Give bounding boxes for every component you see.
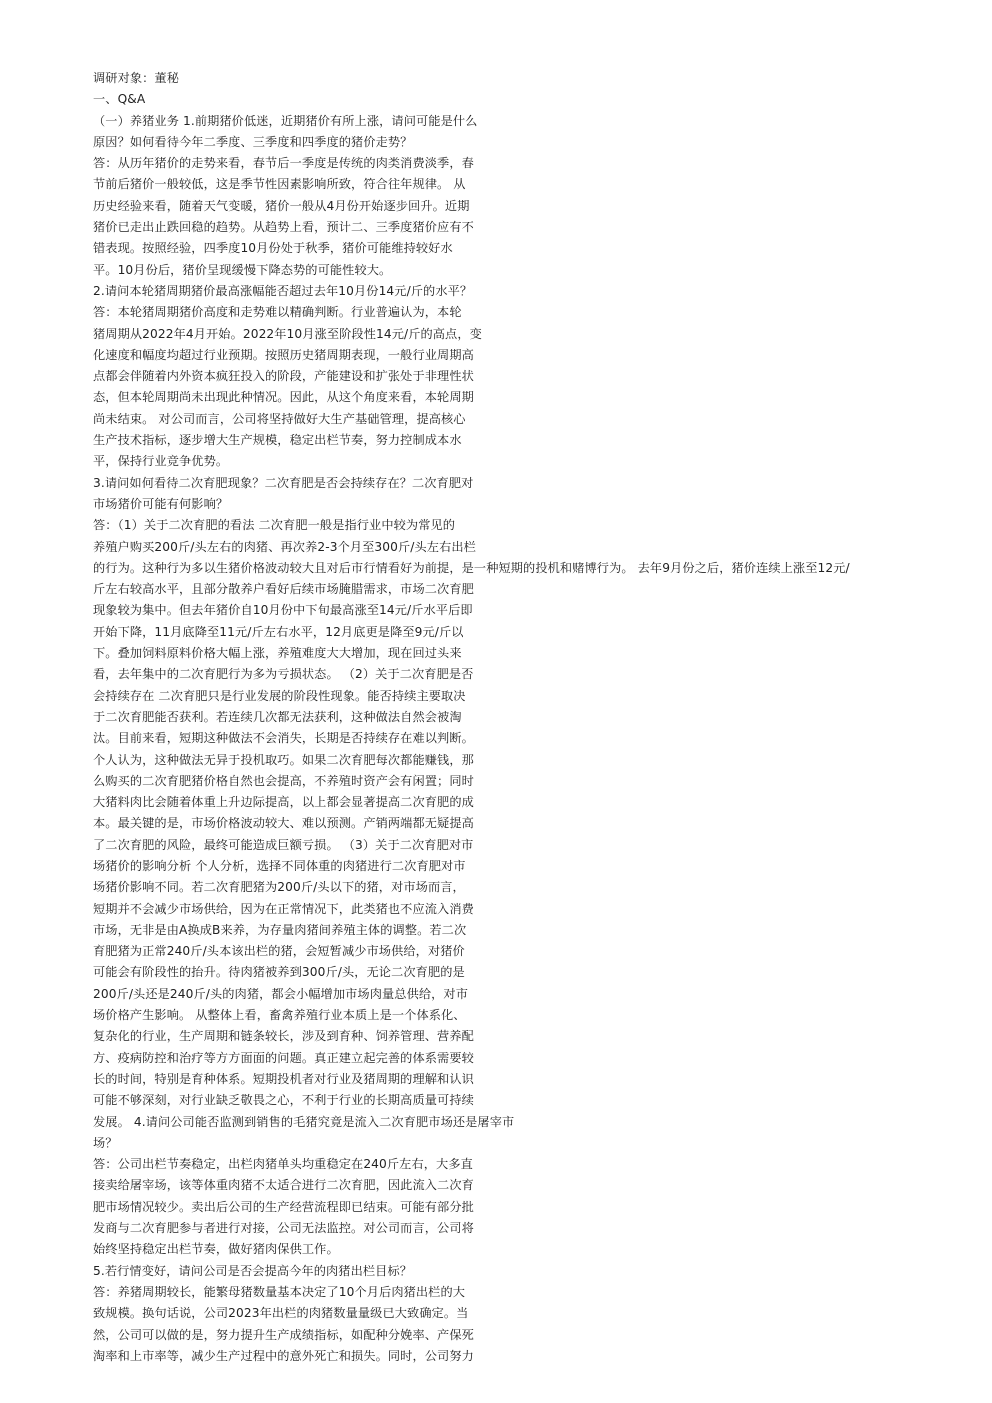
text-line: 现象较为集中。但去年猪价自10月份中下旬最高涨至14元/斤水平后即 xyxy=(93,603,473,618)
text-line: 平，保持行业竞争优势。 xyxy=(93,454,229,469)
text-line: 市场猪价可能有何影响？ xyxy=(93,496,229,511)
text-line: 于二次育肥能否获利。若连续几次都无法获利，这种做法自然会被淘 xyxy=(93,709,462,724)
text-line: 答：养猪周期较长，能繁母猪数量基本决定了10个月后肉猪出栏的大 xyxy=(93,1284,466,1299)
text-line: 看，去年集中的二次育肥行为多为亏损状态。 （2）关于二次育肥是否 xyxy=(93,667,474,682)
text-line: 200斤/头还是240斤/头的肉猪，都会小幅增加市场肉量总供给，对市 xyxy=(93,986,469,1001)
text-line: 淘率和上市率等，减少生产过程中的意外死亡和损失。同时，公司努力 xyxy=(93,1348,474,1363)
text-line: 场猪价的影响分析 个人分析，选择不同体重的肉猪进行二次育肥对市 xyxy=(93,858,466,873)
text-line: 5.若行情变好，请问公司是否会提高今年的肉猪出栏目标？ xyxy=(93,1263,413,1278)
text-line: 一、Q&A xyxy=(93,92,146,107)
text-line: 答：（1）关于二次育肥的看法 二次育肥一般是指行业中较为常见的 xyxy=(93,518,456,533)
text-line: 可能会有阶段性的抬升。待肉猪被养到300斤/头，无论二次育肥的是 xyxy=(93,965,465,980)
text-line: 场？ xyxy=(93,1135,118,1150)
text-line: 答：公司出栏节奏稳定，出栏肉猪单头均重稳定在240斤左右，大多直 xyxy=(93,1157,473,1172)
text-line: 短期并不会减少市场供给，因为在正常情况下，此类猪也不应流入消费 xyxy=(93,901,474,916)
text-line: 2.请问本轮猪周期猪价最高涨幅能否超过去年10月份14元/斤的水平？ xyxy=(93,283,473,298)
document-body xyxy=(93,68,973,1367)
text-line: 大猪料肉比会随着体重上升边际提高，以上都会显著提高二次育肥的成 xyxy=(93,795,474,810)
text-line: 场价格产生影响。 从整体上看，畜禽养殖行业本质上是一个体系化、 xyxy=(93,1008,466,1023)
text-line: 开始下降，11月底降至11元/斤左右水平，12月底更是降至9元/斤以 xyxy=(93,624,464,639)
text-line: 历史经验来看，随着天气变暖，猪价一般从4月份开始逐步回升。近期 xyxy=(93,198,470,213)
text-line: 尚未结束。 对公司而言，公司将坚持做好大生产基础管理，提高核心 xyxy=(93,411,466,426)
text-line: 原因？如何看待今年二季度、三季度和四季度的猪价走势？ xyxy=(93,134,413,149)
text-line: 点都会伴随着内外资本疯狂投入的阶段，产能建设和扩张处于非理性状 xyxy=(93,369,474,384)
text-line: 猪周期从2022年4月开始。2022年10月涨至阶段性14元/斤的高点，变 xyxy=(93,326,482,341)
text-line: 猪价已走出止跌回稳的趋势。从趋势上看，预计二、三季度猪价应有不 xyxy=(93,220,474,235)
text-line: 方、疫病防控和治疗等方方面面的问题。真正建立起完善的体系需要较 xyxy=(93,1050,474,1065)
text-line: 错表现。按照经验，四季度10月份处于秋季，猪价可能维持较好水 xyxy=(93,241,453,256)
text-line: 肥市场情况较少。卖出后公司的生产经营流程即已结束。可能有部分批 xyxy=(93,1199,474,1214)
text-line: 态，但本轮周期尚未出现此种情况。因此，从这个角度来看，本轮周期 xyxy=(93,390,474,405)
text-line: （一）养猪业务 1.前期猪价低迷，近期猪价有所上涨，请问可能是什么 xyxy=(93,113,478,128)
text-line: 生产技术指标，逐步增大生产规模，稳定出栏节奏，努力控制成本水 xyxy=(93,433,462,448)
text-line: 3.请问如何看待二次育肥现象？二次育肥是否会持续存在？二次育肥对 xyxy=(93,475,474,490)
text-line: 接卖给屠宰场，该等体重肉猪不太适合进行二次育肥，因此流入二次育 xyxy=(93,1178,474,1193)
text-line: 汰。目前来看，短期这种做法不会消失，长期是否持续存在难以判断。 xyxy=(93,731,474,746)
text-line: 场猪价影响不同。若二次育肥猪为200斤/头以下的猪，对市场而言， xyxy=(93,880,465,895)
text-line: 市场，无非是由A换成B来养，为存量肉猪间养殖主体的调整。若二次 xyxy=(93,922,467,937)
text-line: 平。10月份后，猪价呈现缓慢下降态势的可能性较大。 xyxy=(93,262,392,277)
text-line: 发展。 4.请问公司能否监测到销售的毛猪究竟是流入二次育肥市场还是屠宰市 xyxy=(93,1114,515,1129)
text-line: 发商与二次育肥参与者进行对接，公司无法监控。对公司而言，公司将 xyxy=(93,1221,474,1236)
text-line: 致规模。换句话说，公司2023年出栏的肉猪数量量级已大致确定。当 xyxy=(93,1306,469,1321)
text-line: 复杂化的行业，生产周期和链条较长，涉及到育种、饲养管理、营养配 xyxy=(93,1029,474,1044)
text-line: 会持续存在 二次育肥只是行业发展的阶段性现象。能否持续主要取决 xyxy=(93,688,466,703)
text-line: 斤左右较高水平，且部分散养户看好后续市场腌腊需求，市场二次育肥 xyxy=(93,582,474,597)
text-line: 本。最关键的是，市场价格波动较大、难以预测。产销两端都无疑提高 xyxy=(93,816,474,831)
text-line: 答：本轮猪周期猪价高度和走势难以精确判断。行业普遍认为，本轮 xyxy=(93,305,462,320)
text-line: 育肥猪为正常240斤/头本该出栏的猪，会短暂减少市场供给，对猪价 xyxy=(93,944,465,959)
text-line: 么购买的二次育肥猪价格自然也会提高，不养殖时资产会有闲置；同时 xyxy=(93,773,474,788)
text-line: 养殖户购买200斤/头左右的肉猪、再次养2-3个月至300斤/头左右出栏 xyxy=(93,539,476,554)
text-line: 节前后猪价一般较低，这是季节性因素影响所致，符合往年规律。 从 xyxy=(93,177,466,192)
text-line: 始终坚持稳定出栏节奏，做好猪肉保供工作。 xyxy=(93,1242,339,1257)
text-line: 调研对象：董秘 xyxy=(93,71,180,85)
text-line: 个人认为，这种做法无异于投机取巧。如果二次育肥每次都能赚钱，那 xyxy=(93,752,474,767)
text-line: 长的时间，特别是育种体系。短期投机者对行业及猪周期的理解和认识 xyxy=(93,1071,474,1086)
text-line: 的行为。这种行为多以生猪价格波动较大且对后市行情看好为前提，是一种短期的投机和赌博行为。 去年9月份之后，猪价连续上涨至12元/ xyxy=(93,560,850,575)
text-line: 化速度和幅度均超过行业预期。按照历史猪周期表现，一般行业周期高 xyxy=(93,347,474,362)
text-line: 下。叠加饲料原料价格大幅上涨，养殖难度大大增加，现在回过头来 xyxy=(93,646,462,661)
text-line: 了二次育肥的风险，最终可能造成巨额亏损。 （3）关于二次育肥对市 xyxy=(93,837,474,852)
text-line: 答：从历年猪价的走势来看，春节后一季度是传统的肉类消费淡季，春 xyxy=(93,156,474,171)
text-line: 然，公司可以做的是，努力提升生产成绩指标，如配种分娩率、产保死 xyxy=(93,1327,474,1342)
text-line: 可能不够深刻，对行业缺乏敬畏之心，不利于行业的长期高质量可持续 xyxy=(93,1093,474,1108)
